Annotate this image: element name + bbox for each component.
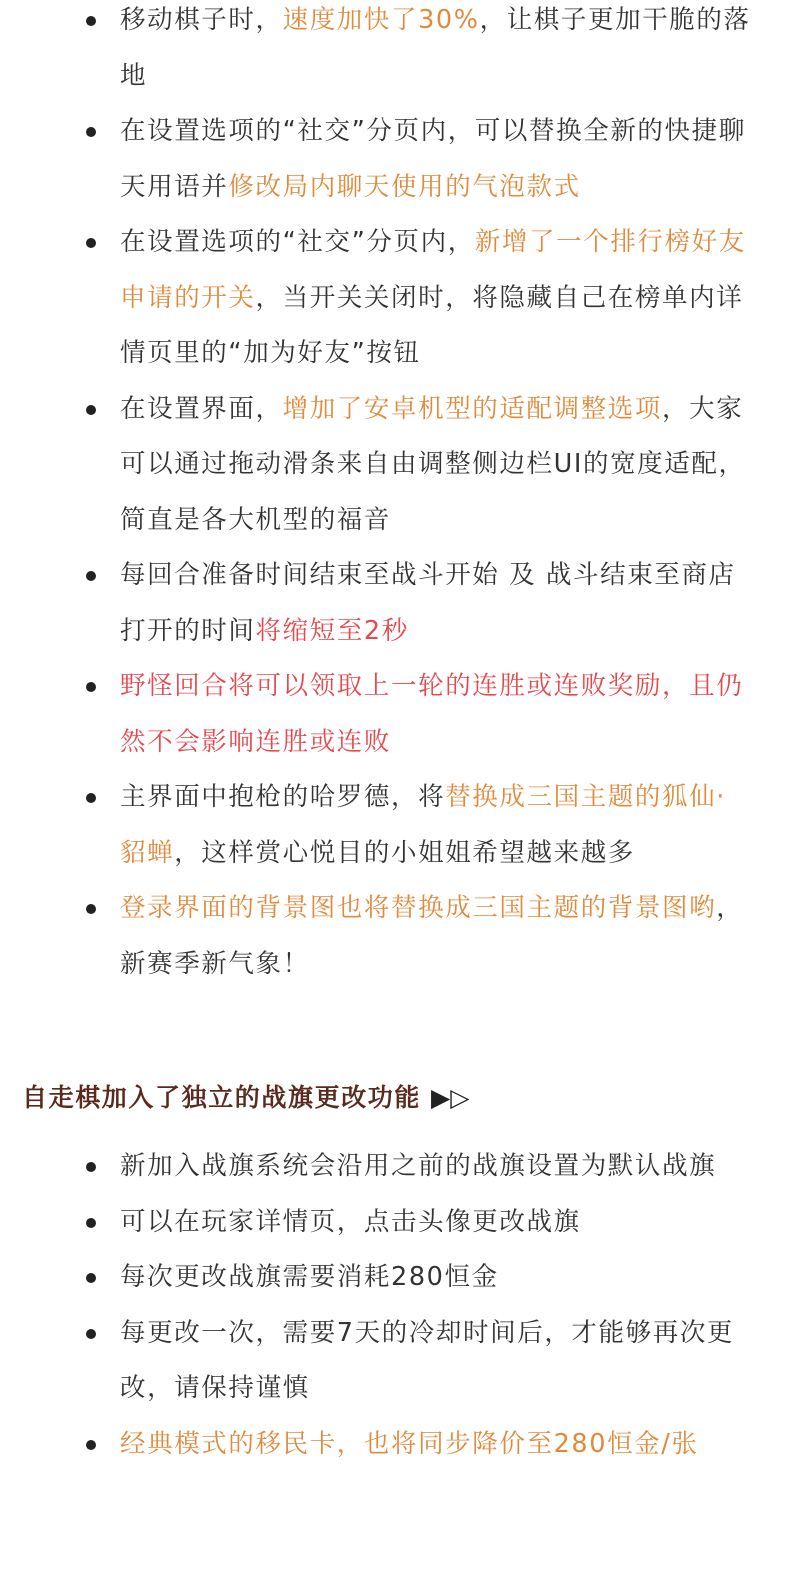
item-text: 每回合准备时间结束至战斗开始 及 战斗结束至商店打开的时间 [120, 560, 736, 646]
list-item [0, 104, 800, 215]
list-item [0, 1306, 800, 1417]
highlighted-text: 将缩短至2秒 [255, 615, 409, 646]
item-text: 可以在玩家详情页，点击头像更改战旗 [120, 1206, 581, 1237]
bullet-dot-icon [86, 1162, 96, 1172]
item-text: 每次更改战旗需要消耗280恒金 [120, 1262, 499, 1292]
item-text: ，新赛季新气象！ [120, 893, 744, 979]
highlighted-text: 修改局内聊天使用的气泡款式 [228, 171, 581, 202]
item-text: 每更改一次，需要7天的冷却时间后，才能够再次更改，请保持谨慎 [120, 1317, 735, 1403]
section-heading [22, 1080, 469, 1116]
bullet-list-war-flag [0, 1139, 800, 1472]
play-arrows-icon: ▶▷ [431, 1083, 470, 1112]
highlighted-text: 野怪回合将可以领取上一轮的连胜或连败奖励，且仍然不会影响连胜或连败 [120, 671, 744, 757]
item-text: 新加入战旗系统会沿用之前的战旗设置为默认战旗 [120, 1151, 717, 1181]
item-text: 在设置界面， [120, 393, 283, 424]
highlighted-text: 增加了安卓机型的适配调整选项 [282, 393, 663, 424]
war-flag-notes-list [0, 1139, 800, 1472]
list-item [0, 1195, 800, 1251]
list-item [0, 1139, 800, 1195]
bullet-dot-icon [86, 127, 96, 137]
list-item [0, 1417, 800, 1473]
list-item [0, 215, 800, 382]
bullet-dot-icon [86, 1218, 96, 1228]
bullet-dot-icon [86, 1440, 96, 1450]
bullet-dot-icon [86, 571, 96, 581]
bullet-dot-icon [86, 793, 96, 803]
item-text: 在设置选项的“社交”分页内，可以替换全新的快捷聊天用语并 [120, 116, 746, 202]
highlighted-text: 速度加快了30% [282, 5, 480, 35]
item-text: ，大家可以通过拖动滑条来自由调整侧边栏UI的宽度适配，简直是各大机型的福音 [120, 393, 746, 535]
item-text: ，这样赏心悦目的小姐姐希望越来越多 [174, 837, 635, 868]
bullet-dot-icon [86, 405, 96, 415]
item-text: 主界面中抱枪的哈罗德，将 [120, 782, 446, 812]
list-item [0, 0, 800, 104]
list-item [0, 659, 800, 770]
list-item [0, 382, 800, 549]
list-item [0, 881, 800, 992]
item-text: 在设置选项的“社交”分页内， [120, 227, 475, 257]
bullet-dot-icon [86, 1273, 96, 1283]
item-text: ，当开关关闭时，将隐藏自己在榜单内详情页里的“加为好友”按钮 [120, 282, 744, 368]
bullet-dot-icon [86, 238, 96, 248]
list-item [0, 770, 800, 881]
list-item [0, 1250, 800, 1306]
list-item [0, 548, 800, 659]
item-text: ，让棋子更加干脆的落地 [120, 5, 751, 91]
item-text: 移动棋子时， [120, 5, 283, 35]
highlighted-text: 经典模式的移民卡，也将同步降价至280恒金/张 [120, 1428, 699, 1459]
bullet-dot-icon [86, 16, 96, 26]
section-heading-text: 自走棋加入了独立的战旗更改功能 [22, 1083, 422, 1112]
highlighted-text: 替换成三国主题的狐仙·貂蝉 [120, 782, 726, 868]
highlighted-text: 登录界面的背景图也将替换成三国主题的背景图哟 [120, 893, 717, 923]
bullet-dot-icon [86, 682, 96, 692]
highlighted-text: 新增了一个排行榜好友申请的开关 [120, 227, 746, 313]
bullet-dot-icon [86, 904, 96, 914]
bullet-dot-icon [86, 1329, 96, 1339]
